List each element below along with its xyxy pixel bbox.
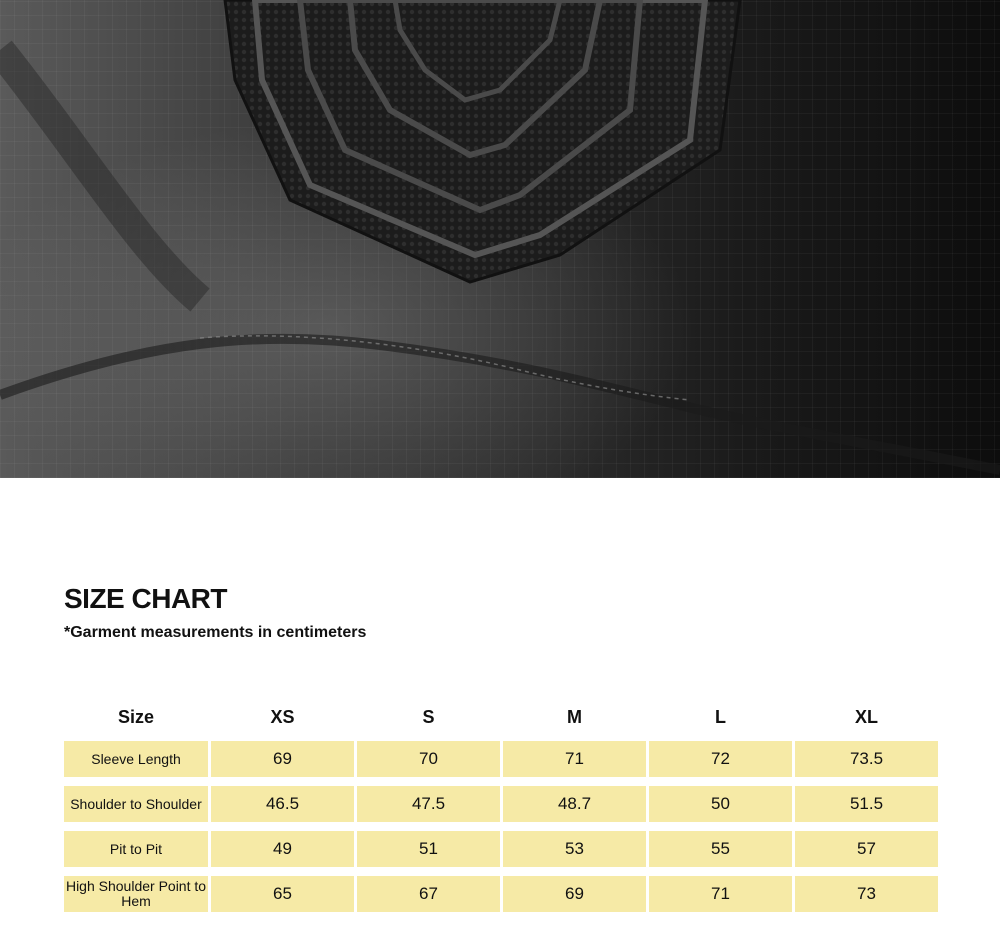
size-chart-table [64, 700, 937, 921]
size-chart-title: SIZE CHART [64, 583, 227, 614]
table-cell: 67 [357, 876, 500, 912]
row-label: Shoulder to Shoulder [64, 786, 208, 822]
header-xs: XS [270, 706, 295, 727]
table-cell: 49 [211, 831, 354, 867]
table-header-row [64, 700, 937, 734]
table-cell: 51 [357, 831, 500, 867]
row-label: Pit to Pit [64, 831, 208, 867]
table-cell: 50 [649, 786, 792, 822]
table-row [64, 786, 937, 822]
table-row [64, 741, 937, 777]
table-cell: 46.5 [211, 786, 354, 822]
table-row [64, 831, 937, 867]
table-row [64, 876, 937, 912]
table-cell: 53 [503, 831, 646, 867]
table-cell: 47.5 [357, 786, 500, 822]
table-cell: 71 [503, 741, 646, 777]
table-cell: 69 [211, 741, 354, 777]
table-cell: 57 [795, 831, 938, 867]
header-size: Size [117, 706, 155, 727]
table-cell: 72 [649, 741, 792, 777]
size-chart-subtitle: *Garment measurements in centimeters [64, 624, 367, 641]
table-cell: 51.5 [795, 786, 938, 822]
table-cell: 55 [649, 831, 792, 867]
table-cell: 71 [649, 876, 792, 912]
header-s: S [422, 706, 435, 727]
header-l: L [715, 706, 726, 727]
row-label: High Shoulder Point to Hem [64, 876, 208, 912]
table-cell: 70 [357, 741, 500, 777]
table-cell: 65 [211, 876, 354, 912]
table-cell: 69 [503, 876, 646, 912]
header-m: M [567, 706, 582, 727]
row-label: Sleeve Length [64, 741, 208, 777]
table-cell: 73.5 [795, 741, 938, 777]
table-cell: 48.7 [503, 786, 646, 822]
table-cell: 73 [795, 876, 938, 912]
header-xl: XL [854, 706, 878, 727]
